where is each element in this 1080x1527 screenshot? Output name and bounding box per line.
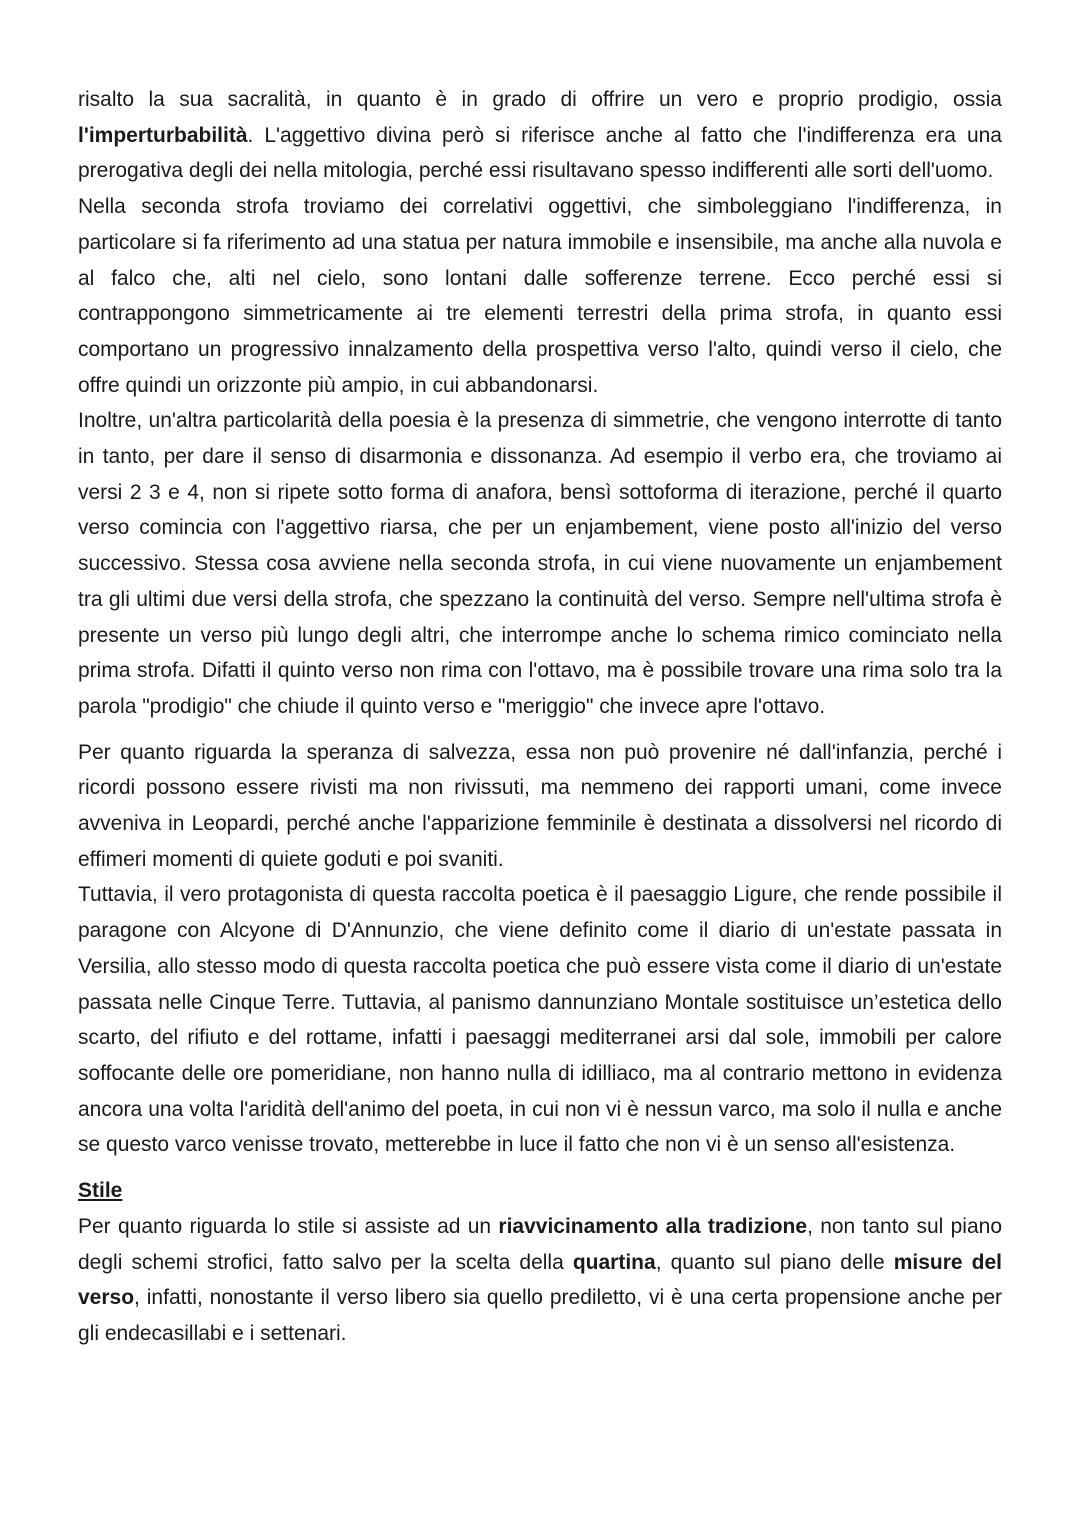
body-paragraph xyxy=(78,735,1002,878)
text-run: risalto la sua sacralità, in quanto è in grado di offrire un vero e proprio prodigio, ossia xyxy=(78,88,1002,111)
text-run: , non tanto sul piano degli schemi strofici, fatto salvo per la scelta della xyxy=(78,1214,1002,1274)
stile-paragraph xyxy=(78,1209,1002,1352)
body-paragraph xyxy=(78,403,1002,724)
text-run: Tuttavia, il vero protagonista di questa raccolta poetica è il paesaggio Ligure, che rende possibile il paragone con Alcyone di D'Annunzio, che viene definito come il diario di un'estate passata in Versilia, allo stesso modo di questa raccolta poetica che può essere vista come il diario di un'estate passata nelle Cinque Terre. Tuttavia, al panismo dannunziano Montale sostituisce un’estetica dello scarto, del rifiuto e del rottame, infatti i paesaggi mediterranei arsi dal sole, immobili per calore soffocante delle ore pomeridiane, non hanno nulla di idilliaco, ma al contrario mettono in evidenza ancora una volta l'aridità dell'animo del poeta, in cui non vi è nessun varco, ma solo il nulla e anche se questo varco venisse trovato, metterebbe in luce il fatto che non vi è un senso all'esistenza. xyxy=(78,883,1002,1157)
body-paragraphs xyxy=(78,82,1002,1163)
bold-text-run: riavvicinamento alla tradizione xyxy=(498,1214,808,1238)
bold-text-run: misure del verso xyxy=(78,1250,1002,1310)
text-run: , quanto sul piano delle xyxy=(655,1250,894,1274)
bold-text-run: l'imperturbabilità xyxy=(78,123,248,147)
section-heading-stile: Stile xyxy=(78,1179,123,1203)
body-paragraph xyxy=(78,877,1002,1163)
text-run: Nella seconda strofa troviamo dei correlativi oggettivi, che simboleggiano l'indifferenza, in particolare si fa riferimento ad una statua per natura immobile e insensibile, ma anche alla nuvola e al falco che, alti nel cielo, sono lontani dalle sofferenze terrene. Ecco perché essi si contrappongono simmetricamente ai tre elementi terrestri della prima strofa, in quanto essi comportano un progressivo innalzamento della prospettiva verso l'alto, quindi verso il cielo, che offre quindi un orizzonte più ampio, in cui abbandonarsi. xyxy=(78,195,1002,397)
text-run: . L'aggettivo divina però si riferisce anche al fatto che l'indifferenza era una prerogativa degli dei nella mitologia, perché essi risultavano spesso indifferenti alle sorti dell'uomo. xyxy=(78,123,1002,183)
text-run: Inoltre, un'altra particolarità della poesia è la presenza di simmetrie, che vengono interrotte di tanto in tanto, per dare il senso di disarmonia e dissonanza. Ad esempio il verbo era, che troviamo ai versi 2 3 e 4, non si ripete sotto forma di anafora, bensì sottoforma di iterazione, perché il quarto verso comincia con l'aggettivo riarsa, che per un enjambement, viene posto all'inizio del verso successivo. Stessa cosa avviene nella seconda strofa, in cui viene nuovamente un enjambement tra gli ultimi due versi della strofa, che spezzano la continuità del verso. Sempre nell'ultima strofa è presente un verso più lungo degli altri, che interrompe anche lo schema rimico cominciato nella prima strofa. Difatti il quinto verso non rima con l'ottavo, ma è possibile trovare una rima solo tra la parola "prodigio" che chiude il quinto verso e "meriggio" che invece apre l'ottavo. xyxy=(78,409,1002,718)
bold-text-run: quartina xyxy=(572,1250,656,1274)
body-paragraph xyxy=(78,82,1002,189)
text-run: Per quanto riguarda lo stile si assiste ad un xyxy=(78,1214,499,1238)
text-run: , infatti, nonostante il verso libero sia quello prediletto, vi è una certa propensione anche per gli endecasillabi e i settenari. xyxy=(78,1286,1002,1345)
body-paragraph xyxy=(78,189,1002,403)
document-page xyxy=(78,82,1002,1352)
text-run: Per quanto riguarda la speranza di salvezza, essa non può provenire né dall'infanzia, perché i ricordi possono essere rivisti ma non rivissuti, ma nemmeno dei rapporti umani, come invece avveniva in Leopardi, perché anche l'apparizione femminile è destinata a dissolversi nel ricordo di effimeri momenti di quiete goduti e poi svaniti. xyxy=(78,740,1002,871)
